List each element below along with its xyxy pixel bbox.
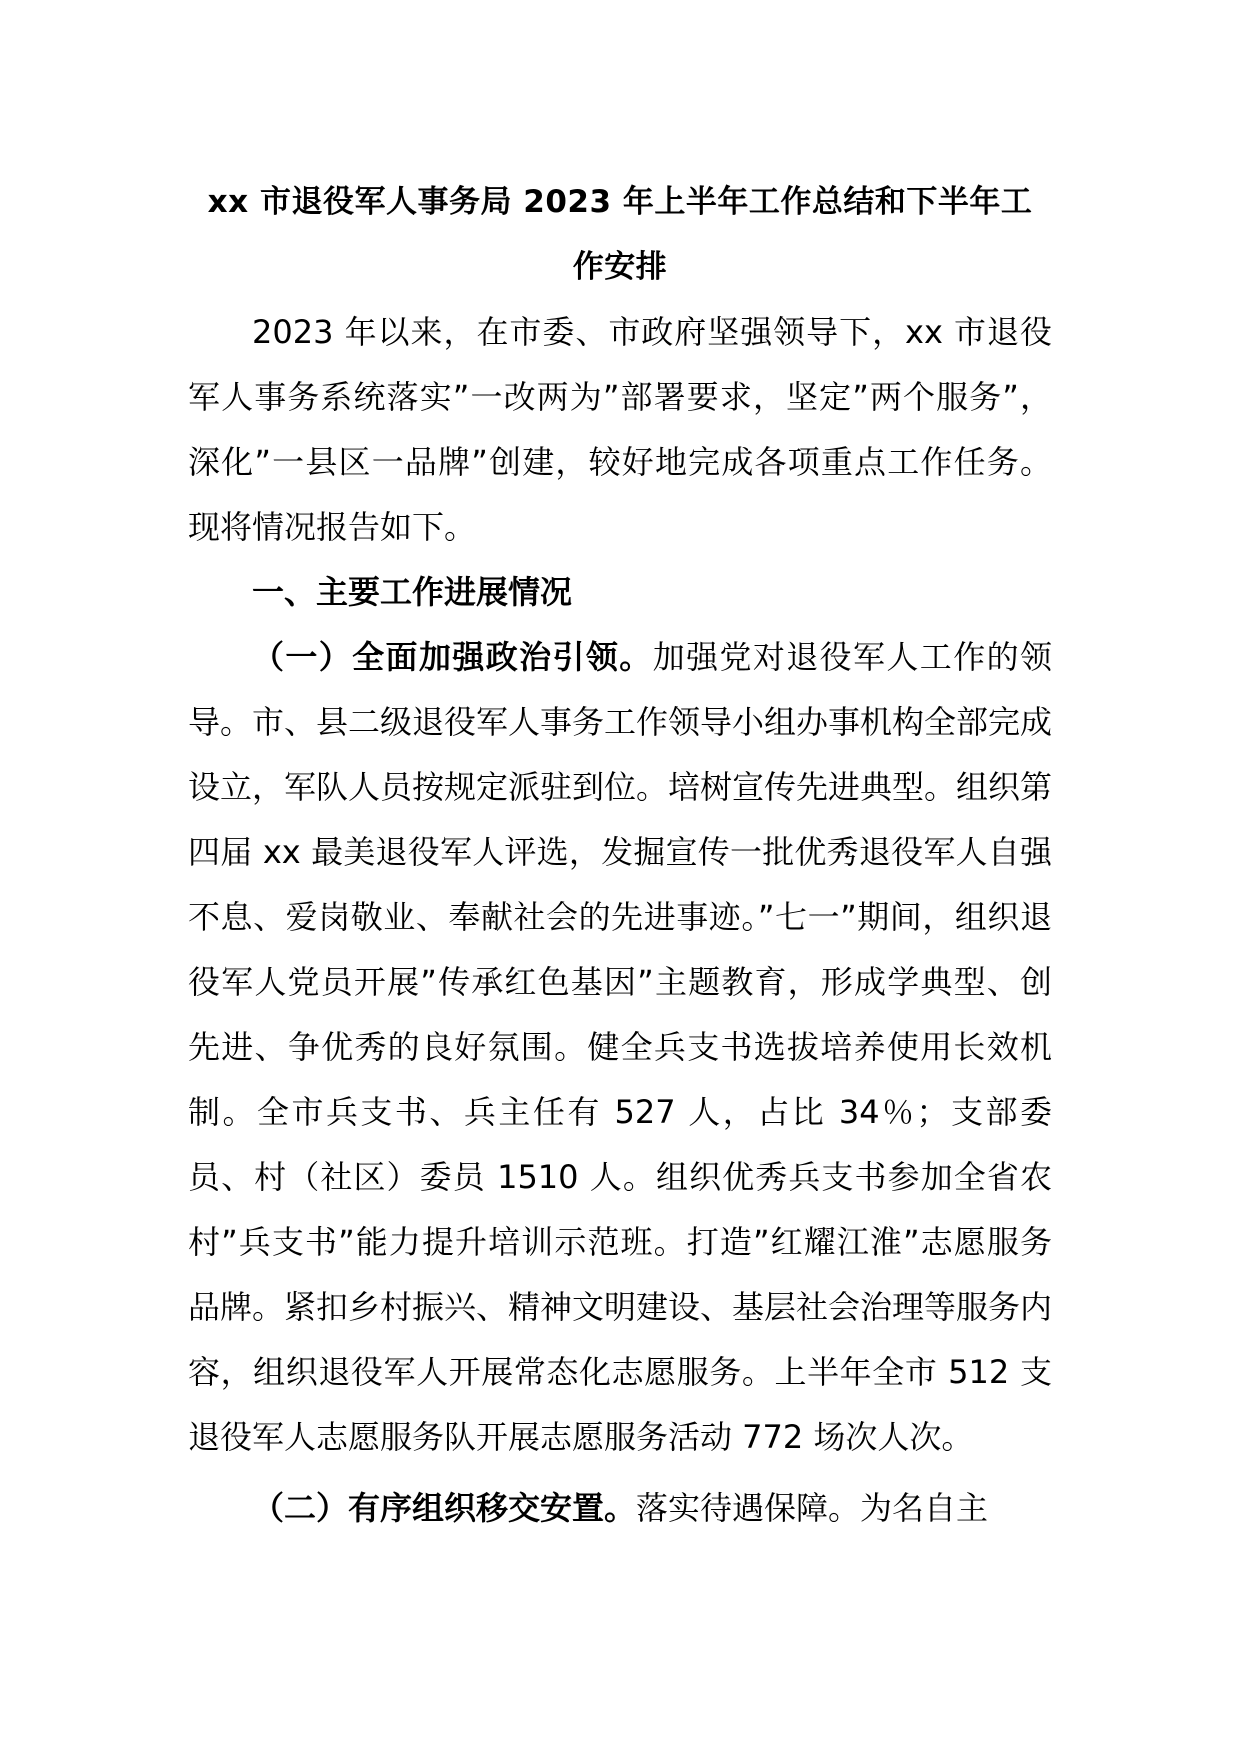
subsection-paragraph-1 (188, 625, 1052, 1470)
subsection-body-2: 落实待遇保障。为名自主 (636, 1489, 989, 1527)
document-title (188, 170, 1052, 300)
subsection-paragraph-2 (188, 1476, 1052, 1541)
subsection-lead-1: （一）全面加强政治引领。 (252, 638, 653, 676)
subsection-lead-2: （二）有序组织移交安置。 (252, 1489, 637, 1527)
intro-paragraph: 2023 年以来，在市委、市政府坚强领导下，xx 市退役军人事务系统落实”一改两为”部署要求，坚定”两个服务”，深化”一县区一品牌”创建，较好地完成各项重点工作任务。现将情况报告如下。 (188, 313, 1052, 546)
document-page (188, 170, 1052, 1541)
subsection-body-1: 加强党对退役军人工作的领导。市、县二级退役军人事务工作领导小组办事机构全部完成设立，军队人员按规定派驻到位。培树宣传先进典型。组织第四届 xx 最美退役军人评选，发掘宣传一批优秀退役军人自强不息、爱岗敬业、奉献社会的先进事迹。”七一”期间，组织退役军人党员开展”传承红色基因”主题教育，形成学典型、创先进、争优秀的良好氛围。健全兵支书选拔培养使用长效机制。全市兵支书、兵主任有 527 人，占比 34％；支部委员、村（社区）委员 1510 人。组织优秀兵支书参加全省农村”兵支书”能力提升培训示范班。打造”红耀江淮”志愿服务品牌。紧扣乡村振兴、精神文明建设、基层社会治理等服务内容，组织退役军人开展常态化志愿服务。上半年全市 512 支退役军人志愿服务队开展志愿服务活动 772 场次人次。 (188, 638, 1053, 1456)
section-heading-1: 一、主要工作进展情况 (252, 573, 573, 611)
title-line-1: xx 市退役军人事务局 2023 年上半年工作总结和下半年工 (207, 184, 1033, 220)
title-line-2: 作安排 (572, 249, 668, 285)
